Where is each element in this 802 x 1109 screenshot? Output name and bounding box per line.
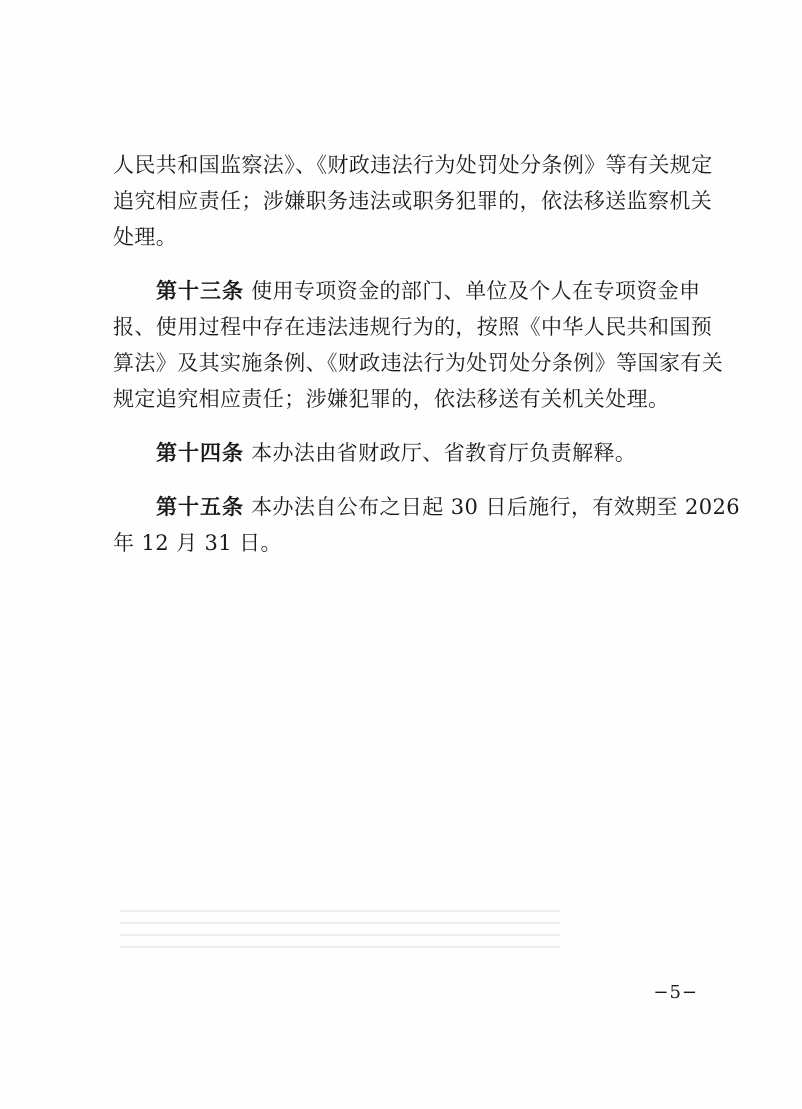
article-15 bbox=[113, 489, 741, 561]
article-number: 第十五条 bbox=[156, 494, 244, 519]
article-text: 本办法由省财政厅、省教育厅负责解释。 bbox=[244, 441, 637, 465]
text-line: 算法》及其实施条例、《财政违法行为处罚处分条例》等国家有关 bbox=[113, 351, 724, 375]
article-text: 使用专项资金的部门、单位及个人在专项资金申 bbox=[244, 279, 701, 303]
text-line: 处理。 bbox=[113, 225, 178, 249]
text-line: 人民共和国监察法》、《财政违法行为处罚处分条例》等有关规定 bbox=[113, 153, 713, 177]
document-body bbox=[113, 147, 741, 561]
article-number: 第十四条 bbox=[156, 440, 244, 465]
text-line: 报、使用过程中存在违法违规行为的，按照《中华人民共和国预 bbox=[113, 315, 713, 339]
text-line bbox=[113, 435, 711, 471]
page-number: −5− bbox=[653, 982, 698, 1003]
paragraph-continued bbox=[113, 147, 711, 255]
bleed-through-marks bbox=[120, 900, 560, 985]
article-number: 第十三条 bbox=[156, 278, 244, 303]
text-line: 规定追究相应责任；涉嫌犯罪的，依法移送有关机关处理。 bbox=[113, 387, 670, 411]
article-text: 本办法自公布之日起 30 日后施行，有效期至 2026 bbox=[244, 495, 741, 519]
text-line bbox=[113, 489, 741, 525]
article-13 bbox=[113, 273, 724, 417]
text-line bbox=[113, 273, 711, 309]
text-line: 追究相应责任；涉嫌职务违法或职务犯罪的，依法移送监察机关 bbox=[113, 189, 713, 213]
text-line: 年 12 月 31 日。 bbox=[113, 531, 282, 555]
article-14 bbox=[113, 435, 711, 471]
